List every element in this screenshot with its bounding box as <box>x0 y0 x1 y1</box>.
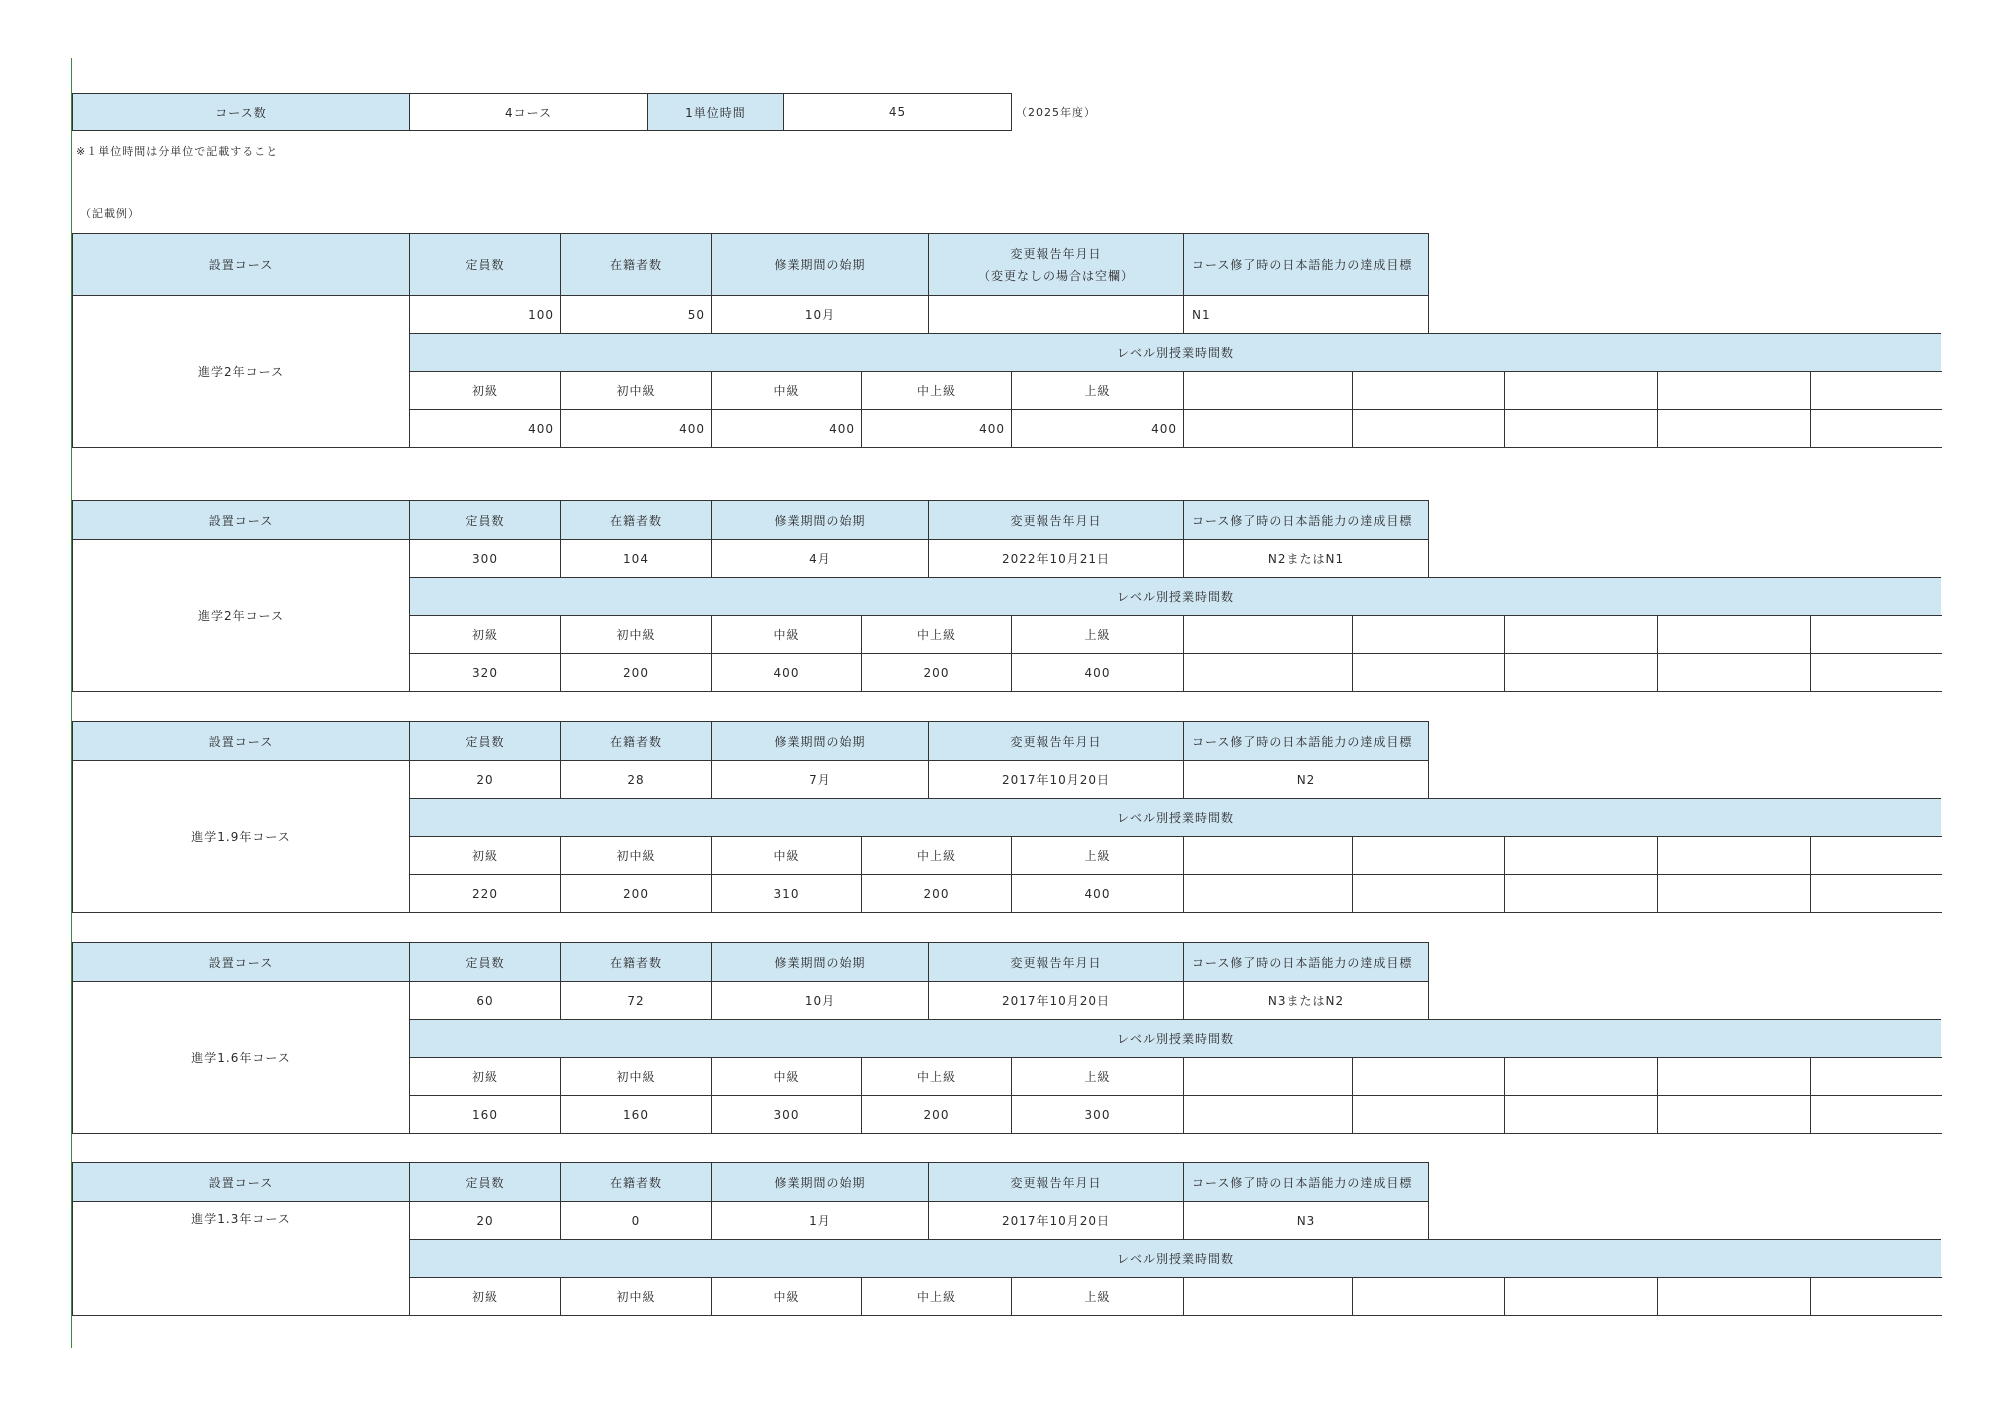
level-hours: 160 <box>560 1095 712 1134</box>
header-change-date-title: 変更報告年月日 <box>1010 246 1102 261</box>
level-name: 中級 <box>711 371 862 410</box>
level-hours-empty <box>1657 653 1811 692</box>
level-hours-label: レベル別授業時間数 <box>409 1239 1941 1278</box>
level-hours-empty <box>1810 653 1942 692</box>
example-label: （記載例） <box>80 207 140 220</box>
level-empty <box>1183 1057 1353 1096</box>
level-hours: 400 <box>1011 653 1184 692</box>
header-target: コース修了時の日本語能力の達成目標 <box>1183 500 1429 540</box>
header-start: 修業期間の始期 <box>711 1162 929 1202</box>
course-capacity: 300 <box>409 539 561 578</box>
level-hours: 400 <box>861 409 1012 448</box>
course-change-date <box>928 295 1184 334</box>
level-name: 中級 <box>711 1057 862 1096</box>
header-start: 修業期間の始期 <box>711 721 929 761</box>
header-target: コース修了時の日本語能力の達成目標 <box>1183 942 1429 982</box>
level-empty <box>1183 371 1353 410</box>
course-count-label: コース数 <box>72 93 410 131</box>
course-enrolled: 104 <box>560 539 712 578</box>
level-hours-empty <box>1183 874 1353 913</box>
level-hours-empty <box>1504 653 1658 692</box>
header-start: 修業期間の始期 <box>711 500 929 540</box>
course-capacity: 20 <box>409 1201 561 1240</box>
level-hours: 400 <box>711 653 862 692</box>
level-empty <box>1810 615 1942 654</box>
unit-time-value: 45 <box>783 93 1012 131</box>
level-hours-empty <box>1810 1095 1942 1134</box>
course-start: 7月 <box>711 760 929 799</box>
level-empty <box>1657 615 1811 654</box>
level-hours-empty <box>1504 874 1658 913</box>
course-name: 進学1.6年コース <box>72 981 410 1134</box>
level-empty <box>1657 371 1811 410</box>
level-name: 上級 <box>1011 836 1184 875</box>
course-capacity: 60 <box>409 981 561 1020</box>
level-empty <box>1810 371 1942 410</box>
level-hours: 300 <box>1011 1095 1184 1134</box>
level-hours: 300 <box>711 1095 862 1134</box>
level-empty <box>1183 836 1353 875</box>
level-name: 中級 <box>711 836 862 875</box>
level-empty <box>1352 836 1505 875</box>
level-empty <box>1183 615 1353 654</box>
level-name: 初級 <box>409 615 561 654</box>
level-hours: 200 <box>861 874 1012 913</box>
table-bottom-rule <box>72 1133 1941 1134</box>
table-bottom-rule <box>72 691 1941 692</box>
level-empty <box>1352 1277 1505 1316</box>
level-hours-empty <box>1183 409 1353 448</box>
course-name: 進学2年コース <box>72 295 410 448</box>
course-enrolled: 0 <box>560 1201 712 1240</box>
unit-time-label: 1単位時間 <box>647 93 784 131</box>
level-name: 中上級 <box>861 836 1012 875</box>
level-hours-empty <box>1657 409 1811 448</box>
level-hours-empty <box>1352 653 1505 692</box>
header-course: 設置コース <box>72 942 410 982</box>
fiscal-year: （2025年度） <box>1016 106 1096 119</box>
level-empty <box>1504 1277 1658 1316</box>
level-hours-label: レベル別授業時間数 <box>409 798 1941 837</box>
level-empty <box>1657 1057 1811 1096</box>
course-capacity: 100 <box>409 295 561 334</box>
level-hours-empty <box>1352 409 1505 448</box>
header-target: コース修了時の日本語能力の達成目標 <box>1183 721 1429 761</box>
level-empty <box>1810 1277 1942 1316</box>
level-hours-label: レベル別授業時間数 <box>409 333 1941 372</box>
level-empty <box>1810 836 1942 875</box>
level-hours: 310 <box>711 874 862 913</box>
course-count-value: 4コース <box>409 93 648 131</box>
course-capacity: 20 <box>409 760 561 799</box>
level-empty <box>1657 1277 1811 1316</box>
header-enrolled: 在籍者数 <box>560 233 712 296</box>
header-course: 設置コース <box>72 500 410 540</box>
level-hours-empty <box>1352 874 1505 913</box>
level-name: 中上級 <box>861 615 1012 654</box>
level-name: 上級 <box>1011 1057 1184 1096</box>
level-hours-empty <box>1504 409 1658 448</box>
level-name: 上級 <box>1011 371 1184 410</box>
course-start: 10月 <box>711 981 929 1020</box>
level-empty <box>1504 371 1658 410</box>
course-name: 進学1.3年コース <box>72 1201 410 1316</box>
course-enrolled: 50 <box>560 295 712 334</box>
header-course: 設置コース <box>72 233 410 296</box>
header-enrolled: 在籍者数 <box>560 500 712 540</box>
level-name: 初中級 <box>560 1277 712 1316</box>
header-capacity: 定員数 <box>409 1162 561 1202</box>
level-hours: 200 <box>861 653 1012 692</box>
course-start: 1月 <box>711 1201 929 1240</box>
level-name: 初級 <box>409 1277 561 1316</box>
table-bottom-rule <box>72 1315 1941 1316</box>
unit-time-note: ※１単位時間は分単位で記載すること <box>76 145 279 158</box>
course-change-date: 2017年10月20日 <box>928 1201 1184 1240</box>
header-capacity: 定員数 <box>409 233 561 296</box>
level-name: 中上級 <box>861 371 1012 410</box>
level-empty <box>1352 371 1505 410</box>
level-name: 初級 <box>409 836 561 875</box>
level-empty <box>1183 1277 1353 1316</box>
level-hours: 400 <box>560 409 712 448</box>
level-name: 上級 <box>1011 1277 1184 1316</box>
level-empty <box>1504 1057 1658 1096</box>
header-capacity: 定員数 <box>409 500 561 540</box>
level-hours: 400 <box>1011 409 1184 448</box>
level-name: 初中級 <box>560 1057 712 1096</box>
table-bottom-rule <box>72 447 1941 448</box>
header-course: 設置コース <box>72 721 410 761</box>
level-name: 初中級 <box>560 836 712 875</box>
level-hours: 220 <box>409 874 561 913</box>
course-enrolled: 28 <box>560 760 712 799</box>
course-name: 進学2年コース <box>72 539 410 692</box>
level-name: 初中級 <box>560 371 712 410</box>
course-target: N3 <box>1183 1201 1429 1240</box>
header-change-date: 変更報告年月日 <box>928 500 1184 540</box>
level-name: 初級 <box>409 371 561 410</box>
level-hours-label: レベル別授業時間数 <box>409 577 1941 616</box>
header-change-date: 変更報告年月日 <box>928 1162 1184 1202</box>
course-start: 10月 <box>711 295 929 334</box>
level-empty <box>1504 615 1658 654</box>
level-hours-empty <box>1657 874 1811 913</box>
level-hours: 200 <box>560 653 712 692</box>
course-target: N1 <box>1183 295 1429 334</box>
course-change-date: 2022年10月21日 <box>928 539 1184 578</box>
level-name: 中上級 <box>861 1057 1012 1096</box>
level-hours: 400 <box>409 409 561 448</box>
level-empty <box>1352 1057 1505 1096</box>
course-change-date: 2017年10月20日 <box>928 981 1184 1020</box>
course-start: 4月 <box>711 539 929 578</box>
header-change-date-note: （変更なしの場合は空欄） <box>977 268 1134 283</box>
header-target: コース修了時の日本語能力の達成目標 <box>1183 1162 1429 1202</box>
header-enrolled: 在籍者数 <box>560 721 712 761</box>
course-target: N2またはN1 <box>1183 539 1429 578</box>
level-hours-empty <box>1810 409 1942 448</box>
level-hours: 320 <box>409 653 561 692</box>
level-name: 中上級 <box>861 1277 1012 1316</box>
header-enrolled: 在籍者数 <box>560 942 712 982</box>
level-hours: 400 <box>1011 874 1184 913</box>
level-hours: 200 <box>560 874 712 913</box>
course-target: N3またはN2 <box>1183 981 1429 1020</box>
level-hours: 200 <box>861 1095 1012 1134</box>
header-target: コース修了時の日本語能力の達成目標 <box>1183 233 1429 296</box>
header-capacity: 定員数 <box>409 721 561 761</box>
header-start: 修業期間の始期 <box>711 942 929 982</box>
header-capacity: 定員数 <box>409 942 561 982</box>
level-empty <box>1657 836 1811 875</box>
level-hours-empty <box>1810 874 1942 913</box>
level-empty <box>1352 615 1505 654</box>
level-hours-empty <box>1657 1095 1811 1134</box>
table-bottom-rule <box>72 912 1941 913</box>
course-name: 進学1.9年コース <box>72 760 410 913</box>
course-change-date: 2017年10月20日 <box>928 760 1184 799</box>
header-change-date <box>928 233 1184 296</box>
level-hours-empty <box>1504 1095 1658 1134</box>
level-hours-empty <box>1183 653 1353 692</box>
level-empty <box>1810 1057 1942 1096</box>
level-hours-empty <box>1352 1095 1505 1134</box>
header-start: 修業期間の始期 <box>711 233 929 296</box>
level-hours-label: レベル別授業時間数 <box>409 1019 1941 1058</box>
header-enrolled: 在籍者数 <box>560 1162 712 1202</box>
level-hours: 400 <box>711 409 862 448</box>
level-name: 中級 <box>711 615 862 654</box>
level-hours: 160 <box>409 1095 561 1134</box>
level-name: 中級 <box>711 1277 862 1316</box>
course-enrolled: 72 <box>560 981 712 1020</box>
header-course: 設置コース <box>72 1162 410 1202</box>
header-change-date: 変更報告年月日 <box>928 721 1184 761</box>
level-name: 上級 <box>1011 615 1184 654</box>
level-hours-empty <box>1183 1095 1353 1134</box>
header-change-date: 変更報告年月日 <box>928 942 1184 982</box>
level-empty <box>1504 836 1658 875</box>
level-name: 初中級 <box>560 615 712 654</box>
course-target: N2 <box>1183 760 1429 799</box>
level-name: 初級 <box>409 1057 561 1096</box>
